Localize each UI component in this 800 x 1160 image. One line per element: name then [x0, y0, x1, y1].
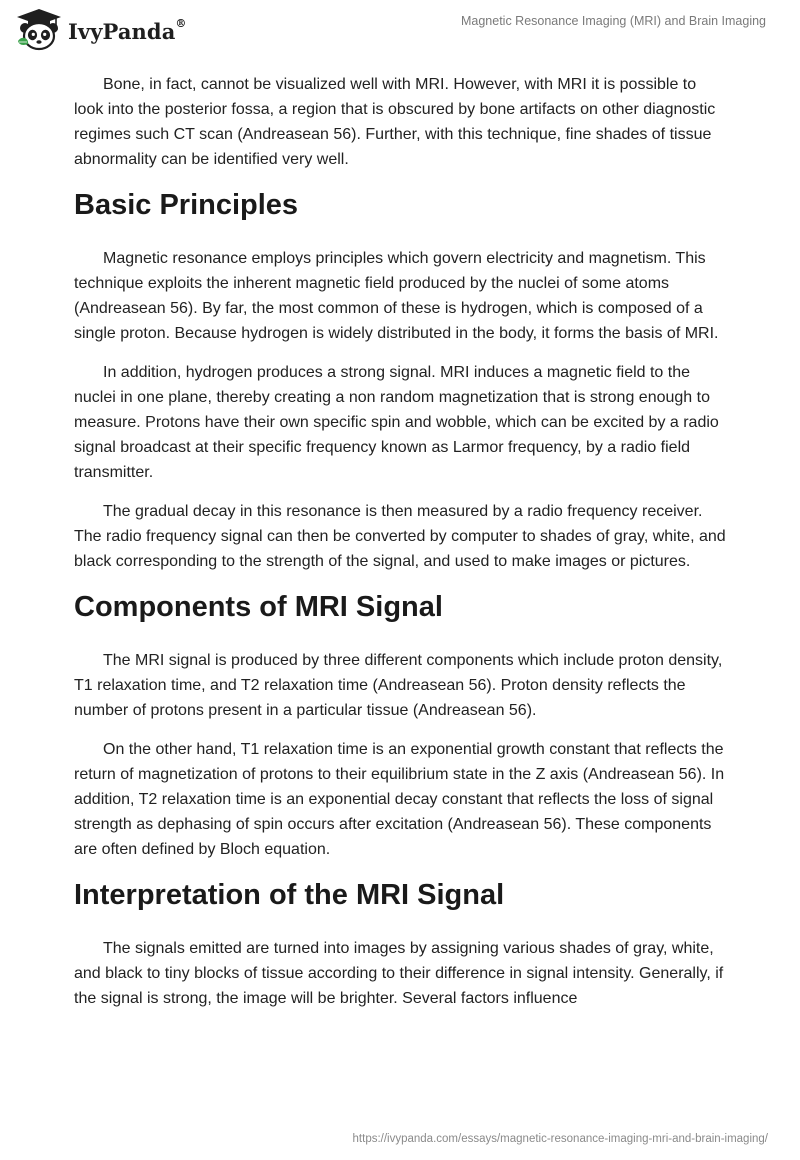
section-heading-components: Components of MRI Signal	[74, 591, 443, 623]
paragraph: Magnetic resonance employs principles which govern electricity and magnetism. This technique exploits the inherent magnetic field produced by the nuclei of some atoms (Andreasean 56). By far, the most common of these is hydrogen, which is composed of a single proton. Because hydrogen is widely distributed in the body, it forms the basis of MRI.	[74, 250, 719, 342]
paragraph: The signals emitted are turned into images by assigning various shades of gray, white, and black to tiny blocks of tissue according to their difference in signal intensity. Generally, if the signal is strong, the image will be brighter. Several factors influence	[74, 940, 724, 1007]
logo-name: IvyPanda	[68, 18, 176, 44]
section-heading-interpretation: Interpretation of the MRI Signal	[74, 879, 505, 911]
intro-paragraph: Bone, in fact, cannot be visualized well with MRI. However, with MRI it is possible to look into the posterior fossa, a region that is obscured by bone artifacts on other diagnostic regimes such CT scan (Andreasean 56). Further, with this technique, fine shades of tissue abnormality can be identified very well.	[74, 76, 716, 168]
paragraph: On the other hand, T1 relaxation time is an exponential growth constant that reflects the return of magnetization of protons to their equilibrium state in the Z axis (Andreasean 56). In addition, T2 relaxation time is an exponential decay constant that reflects the loss of signal strength as dephasing of spin occurs after excitation (Andreasean 56). These components are often defined by Bloch equation.	[74, 741, 725, 858]
document-title: Magnetic Resonance Imaging (MRI) and Brain Imaging	[460, 14, 766, 28]
essay-body	[74, 72, 726, 1025]
source-url[interactable]: https://ivypanda.com/essays/magnetic-resonance-imaging-mri-and-brain-imaging/	[352, 1133, 768, 1145]
panda-graduate-icon	[16, 8, 62, 52]
section-heading-basic-principles: Basic Principles	[74, 189, 299, 221]
paragraph: The MRI signal is produced by three different components which include proton density, T1 relaxation time, and T2 relaxation time (Andreasean 56). Proton density reflects the number of protons present in a particular tissue (Andreasean 56).	[74, 652, 723, 719]
paragraph: The gradual decay in this resonance is then measured by a radio frequency receiver. The radio frequency signal can then be converted by computer to shades of gray, white, and black corresponding to the strength of the signal, and used to make images or pictures.	[74, 503, 726, 570]
registered-mark: ®	[175, 16, 187, 30]
paragraph: In addition, hydrogen produces a strong signal. MRI induces a magnetic field to the nuclei in one plane, thereby creating a non random magnetization that is strong enough to measure. Protons have their own specific spin and wobble, which can be excited by a radio signal broadcast at their specific frequency known as Larmor frequency, by a radio field transmitter.	[74, 364, 719, 481]
logo-wordmark	[68, 16, 187, 44]
ivypanda-logo[interactable]	[16, 8, 187, 52]
page-header	[0, 0, 800, 60]
